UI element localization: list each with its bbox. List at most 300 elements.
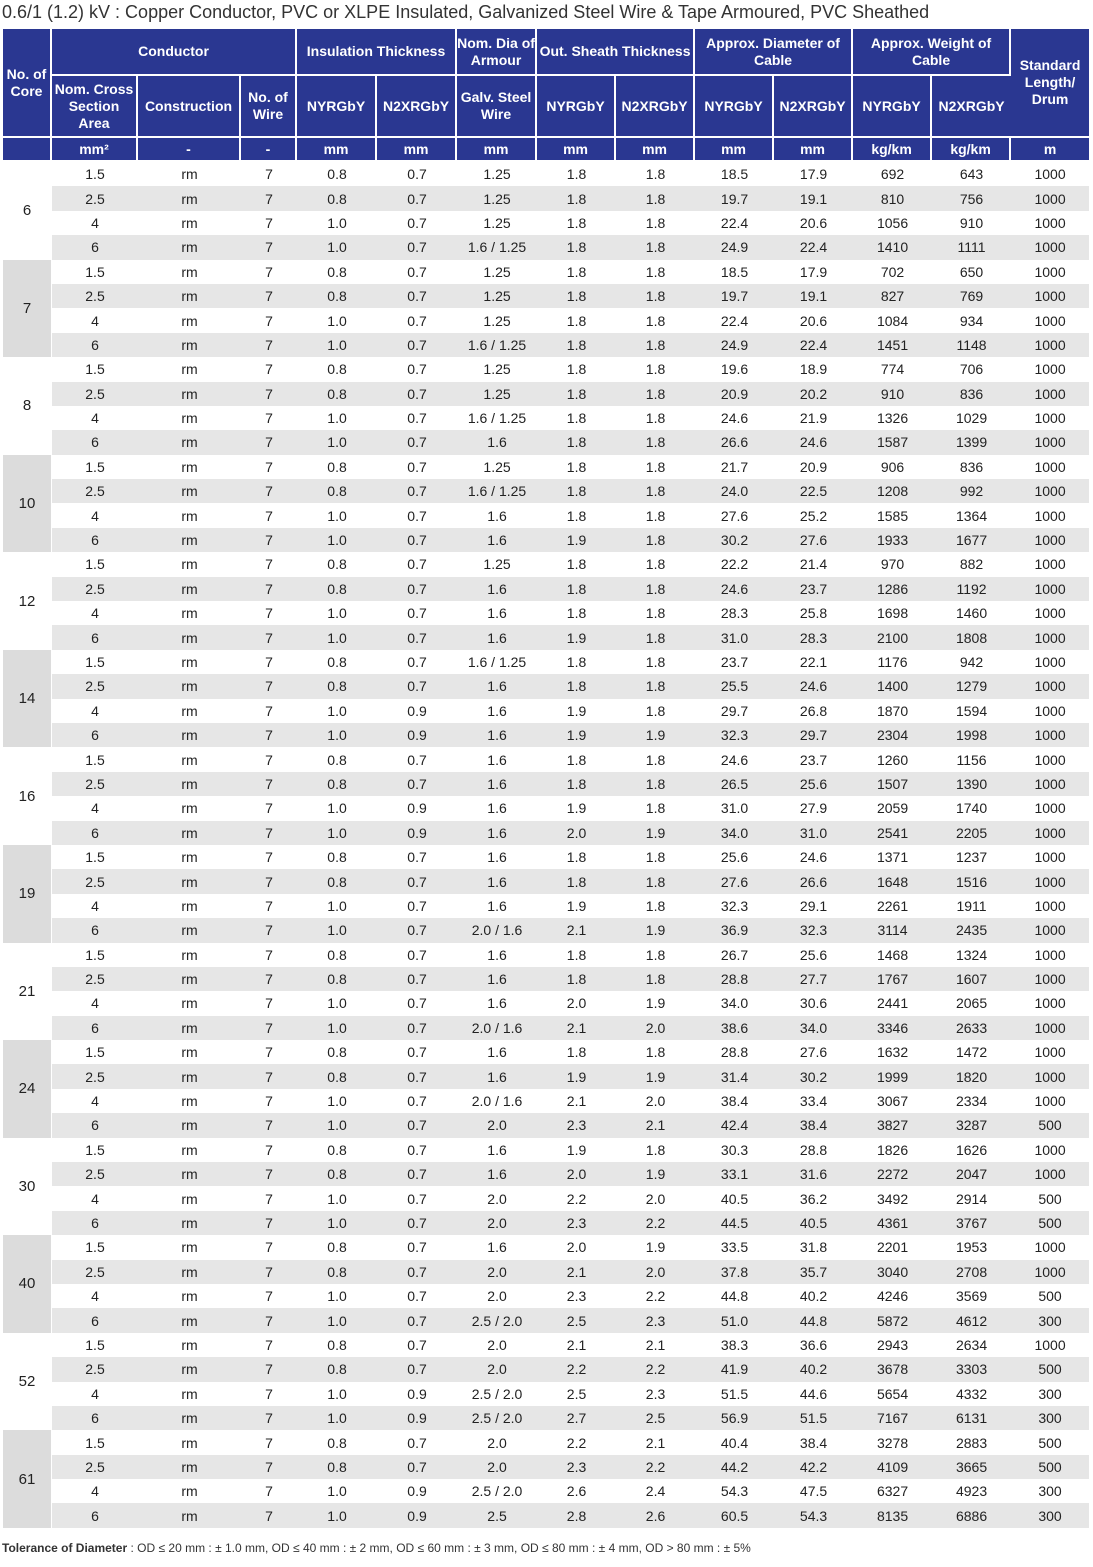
table-cell: 1000: [1034, 654, 1066, 670]
table-cell: 1808: [932, 625, 1011, 649]
table-cell: 500: [1038, 1190, 1062, 1207]
table-cell: 20.9: [695, 382, 774, 406]
table-cell: 32.3: [695, 723, 774, 747]
table-cell: 2.0: [645, 1190, 666, 1207]
table-cell: 2100: [853, 625, 932, 649]
table-cell: 7: [241, 479, 297, 503]
tolerance-text: : OD ≤ 20 mm : ± 1.0 mm, OD ≤ 40 mm : ± 2 mm, OD ≤ 60 mm : ± 3 mm, OD ≤ 80 mm : ± 4 mm, OD > 80 mm : ± 5%: [127, 1541, 751, 1555]
table-cell: 28.8: [695, 967, 774, 991]
table-cell: 0.8: [297, 967, 377, 991]
table-cell: 1698: [876, 605, 909, 622]
table-cell: 1000: [1034, 458, 1066, 475]
table-row: [3, 1040, 1089, 1064]
header-conductor: Conductor: [52, 29, 297, 76]
table-cell: rm: [181, 214, 198, 231]
table-row: [3, 1113, 1089, 1137]
table-cell: 24.6: [720, 410, 749, 427]
table-cell: rm: [138, 186, 241, 210]
table-cell: 0.7: [407, 1239, 427, 1256]
unit-cell: mm: [616, 138, 695, 162]
table-cell: 2.5: [52, 284, 138, 308]
table-cell: 7: [265, 556, 273, 573]
table-cell: 500: [1038, 1288, 1062, 1305]
table-cell: 4: [91, 995, 99, 1012]
table-cell: 300: [1038, 1385, 1062, 1402]
table-cell: 1.9: [566, 897, 587, 914]
table-cell: rm: [181, 849, 198, 866]
table-cell: 2.0: [537, 1162, 616, 1186]
table-cell: 38.6: [695, 1016, 774, 1040]
table-cell: rm: [181, 1044, 198, 1061]
header-nom-cross-section: Nom. Cross Section Area: [52, 76, 138, 138]
table-cell: 22.5: [774, 479, 853, 503]
table-cell: 1000: [1011, 674, 1089, 698]
table-cell: 2261: [876, 897, 909, 914]
table-cell: 44.2: [695, 1455, 774, 1479]
table-cell: 42.4: [695, 1113, 774, 1137]
table-cell: 1.0: [297, 723, 377, 747]
table-cell: 0.7: [407, 1288, 427, 1305]
table-cell: 6: [52, 1308, 138, 1332]
table-cell: 0.7: [377, 1211, 457, 1235]
table-cell: 1.8: [645, 751, 666, 768]
table-row: [3, 747, 1089, 771]
table-cell: 1.8: [616, 869, 695, 893]
table-cell: 25.8: [799, 605, 828, 622]
table-cell: 1.0: [327, 214, 347, 231]
table-cell: 34.0: [774, 1016, 853, 1040]
header-insulation-nyrgby: NYRGbY: [297, 76, 377, 138]
table-cell: 7: [265, 458, 273, 475]
table-cell: 1000: [1011, 772, 1089, 796]
table-cell: rm: [181, 995, 198, 1012]
core-count-cell: 30: [3, 1138, 52, 1236]
table-cell: 26.7: [720, 946, 749, 963]
table-cell: rm: [181, 1093, 198, 1110]
table-cell: 2304: [853, 723, 932, 747]
table-cell: 22.1: [799, 654, 828, 670]
table-cell: 24.9: [695, 333, 774, 357]
table-cell: rm: [181, 1385, 198, 1402]
table-cell: 0.8: [297, 577, 377, 601]
table-cell: 56.9: [695, 1406, 774, 1430]
table-cell: 0.7: [377, 577, 457, 601]
table-cell: 6: [52, 918, 138, 942]
table-cell: 1.0: [327, 1483, 347, 1500]
table-cell: 19.6: [720, 361, 749, 378]
table-cell: rm: [138, 1113, 241, 1137]
table-cell: 0.7: [407, 946, 427, 963]
table-cell: rm: [138, 1455, 241, 1479]
table-cell: 36.6: [799, 1336, 828, 1353]
table-cell: 1.25: [483, 361, 511, 378]
table-cell: rm: [181, 1141, 198, 1158]
table-cell: rm: [138, 1260, 241, 1284]
table-cell: 1.8: [537, 479, 616, 503]
table-cell: 2.0: [457, 1113, 537, 1137]
table-cell: 1.0: [327, 1385, 347, 1402]
table-row: [3, 1455, 1089, 1479]
table-cell: 6: [52, 1406, 138, 1430]
core-count-cell: 61: [3, 1430, 52, 1528]
table-cell: 1.8: [537, 430, 616, 454]
table-cell: 1.0: [297, 821, 377, 845]
table-cell: rm: [138, 625, 241, 649]
table-cell: 0.7: [377, 1064, 457, 1088]
table-cell: 2.5: [52, 1455, 138, 1479]
table-cell: 28.8: [720, 1044, 749, 1061]
table-cell: 6: [52, 1211, 138, 1235]
unit-core: [3, 138, 52, 162]
table-cell: 0.7: [377, 1016, 457, 1040]
table-cell: 0.9: [407, 800, 427, 817]
table-cell: rm: [181, 702, 198, 719]
table-cell: 1000: [1034, 556, 1066, 573]
table-cell: rm: [181, 458, 198, 475]
table-cell: 0.7: [377, 1308, 457, 1332]
table-cell: 692: [880, 166, 905, 183]
table-cell: 7: [265, 897, 273, 914]
table-cell: 44.6: [799, 1385, 828, 1402]
table-cell: 2708: [932, 1260, 1011, 1284]
table-cell: 1468: [876, 946, 909, 963]
table-cell: rm: [181, 751, 198, 768]
unit-cell: m: [1011, 138, 1089, 162]
table-cell: 836: [959, 458, 984, 475]
table-cell: 774: [880, 361, 905, 378]
table-cell: 2.2: [616, 1211, 695, 1235]
table-cell: 17.9: [799, 166, 828, 183]
table-cell: 7: [265, 1483, 273, 1500]
table-cell: 0.7: [407, 995, 427, 1012]
table-cell: 1.0: [297, 1016, 377, 1040]
table-cell: 1.9: [537, 625, 616, 649]
table-cell: 1.25: [483, 458, 511, 475]
table-cell: 910: [959, 214, 984, 231]
table-cell: 1.8: [616, 772, 695, 796]
table-cell: 2.5: [52, 869, 138, 893]
table-cell: 0.7: [407, 166, 427, 183]
table-row: [3, 162, 1089, 186]
table-cell: 7: [241, 1064, 297, 1088]
table-cell: 1192: [932, 577, 1011, 601]
table-cell: 882: [959, 556, 984, 573]
table-cell: 2.2: [566, 1434, 587, 1451]
table-cell: 2065: [955, 995, 988, 1012]
table-cell: 0.8: [297, 479, 377, 503]
table-cell: 2.0: [457, 1455, 537, 1479]
table-cell: 7: [265, 1141, 273, 1158]
table-cell: rm: [181, 1336, 198, 1353]
table-cell: 970: [880, 556, 905, 573]
table-cell: 7: [265, 1239, 273, 1256]
table-cell: 7: [265, 1093, 273, 1110]
table-cell: 7167: [853, 1406, 932, 1430]
table-row: [3, 503, 1089, 527]
table-cell: rm: [181, 410, 198, 427]
table-cell: 0.8: [297, 1260, 377, 1284]
table-cell: 2633: [932, 1016, 1011, 1040]
core-count-cell: 24: [3, 1040, 52, 1138]
table-cell: 0.7: [377, 1455, 457, 1479]
unit-cell: -: [241, 138, 297, 162]
table-cell: 7: [265, 1288, 273, 1305]
table-cell: rm: [138, 1016, 241, 1040]
table-cell: 3303: [932, 1357, 1011, 1381]
table-cell: 1.8: [537, 869, 616, 893]
table-cell: 2.3: [616, 1308, 695, 1332]
table-cell: 27.6: [720, 507, 749, 524]
table-cell: rm: [138, 235, 241, 259]
table-cell: 4: [91, 1288, 99, 1305]
table-row: [3, 674, 1089, 698]
table-cell: 2.5 / 2.0: [457, 1308, 537, 1332]
table-cell: 21.9: [799, 410, 828, 427]
table-cell: 7: [241, 1406, 297, 1430]
table-cell: 1286: [853, 577, 932, 601]
table-cell: 1999: [853, 1064, 932, 1088]
table-cell: 7: [241, 382, 297, 406]
table-cell: 0.8: [297, 284, 377, 308]
header-out-sheath-thickness: Out. Sheath Thickness: [537, 29, 695, 76]
table-cell: 0.7: [407, 1141, 427, 1158]
table-cell: 2.5: [457, 1503, 537, 1527]
table-cell: 0.8: [327, 361, 347, 378]
table-cell: 300: [1011, 1406, 1089, 1430]
table-cell: 22.4: [720, 214, 749, 231]
core-count-cell: 12: [3, 552, 52, 650]
table-cell: 702: [880, 263, 905, 280]
table-cell: 0.7: [377, 382, 457, 406]
table-cell: 1.8: [645, 166, 666, 183]
table-cell: 7: [265, 800, 273, 817]
table-cell: 7: [241, 625, 297, 649]
table-cell: 29.1: [799, 897, 828, 914]
table-cell: 0.8: [297, 869, 377, 893]
table-cell: rm: [181, 897, 198, 914]
table-cell: 23.7: [720, 654, 749, 670]
table-cell: 0.8: [327, 751, 347, 768]
table-cell: 1.8: [566, 312, 587, 329]
table-cell: 30.2: [774, 1064, 853, 1088]
header-nom-dia-armour: Nom. Dia of Armour: [457, 29, 537, 76]
table-cell: 810: [853, 186, 932, 210]
table-cell: 1.6: [457, 772, 537, 796]
table-cell: 1410: [853, 235, 932, 259]
table-row: [3, 284, 1089, 308]
table-cell: 1.25: [483, 214, 511, 231]
table-cell: rm: [181, 1190, 198, 1207]
table-cell: 19.7: [695, 284, 774, 308]
table-cell: 1000: [1034, 849, 1066, 866]
table-cell: 18.5: [720, 263, 749, 280]
table-cell: 38.4: [720, 1093, 749, 1110]
table-cell: 7: [241, 674, 297, 698]
table-cell: 7: [241, 430, 297, 454]
table-cell: 2.2: [616, 1455, 695, 1479]
table-cell: 24.0: [695, 479, 774, 503]
table-cell: 1.6: [487, 1239, 507, 1256]
table-cell: 1.8: [645, 361, 666, 378]
table-cell: 1.8: [645, 410, 666, 427]
table-cell: 38.3: [720, 1336, 749, 1353]
table-cell: 4: [91, 1093, 99, 1110]
table-cell: 1.8: [645, 849, 666, 866]
table-row: [3, 235, 1089, 259]
table-cell: 1.0: [327, 605, 347, 622]
table-cell: 1.8: [645, 458, 666, 475]
table-row: [3, 186, 1089, 210]
table-cell: 27.6: [799, 1044, 828, 1061]
table-cell: 7: [241, 186, 297, 210]
table-cell: 1594: [955, 702, 988, 719]
table-cell: 0.8: [327, 1044, 347, 1061]
table-cell: 0.7: [377, 1113, 457, 1137]
table-cell: 1.5: [85, 946, 105, 963]
table-cell: 1.9: [616, 723, 695, 747]
table-cell: 1933: [853, 528, 932, 552]
table-cell: 1998: [932, 723, 1011, 747]
table-cell: 35.7: [774, 1260, 853, 1284]
table-cell: 1.8: [645, 654, 666, 670]
table-cell: 1.9: [566, 800, 587, 817]
unit-cell: mm: [537, 138, 616, 162]
table-cell: 0.7: [377, 284, 457, 308]
table-cell: 300: [1011, 1308, 1089, 1332]
table-cell: 7: [265, 849, 273, 866]
table-cell: 36.9: [695, 918, 774, 942]
header-approx-weight: Approx. Weight of Cable: [853, 29, 1011, 76]
table-cell: 40.4: [720, 1434, 749, 1451]
table-cell: 17.9: [799, 263, 828, 280]
table-cell: 0.7: [407, 897, 427, 914]
table-cell: 1000: [1011, 1260, 1089, 1284]
header-standard-length: Standard Length/ Drum: [1011, 29, 1089, 138]
table-cell: 44.8: [774, 1308, 853, 1332]
table-cell: 1.5: [85, 751, 105, 768]
table-cell: 1000: [1011, 430, 1089, 454]
table-cell: 0.8: [297, 186, 377, 210]
table-cell: 0.7: [377, 1260, 457, 1284]
table-cell: 1.0: [297, 918, 377, 942]
table-row: [3, 1382, 1089, 1406]
table-cell: 0.8: [297, 1162, 377, 1186]
table-cell: 1.5: [85, 654, 105, 670]
table-cell: rm: [181, 800, 198, 817]
table-row: [3, 1479, 1089, 1503]
table-cell: 1.8: [566, 556, 587, 573]
table-cell: 0.7: [407, 654, 427, 670]
table-cell: rm: [138, 869, 241, 893]
table-cell: 24.9: [695, 235, 774, 259]
table-cell: 2.2: [537, 1357, 616, 1381]
table-cell: rm: [138, 1308, 241, 1332]
table-cell: 1.25: [483, 556, 511, 573]
table-cell: 0.7: [377, 967, 457, 991]
table-cell: 31.0: [774, 821, 853, 845]
table-cell: 0.7: [377, 674, 457, 698]
table-cell: 6327: [876, 1483, 909, 1500]
table-cell: 51.0: [695, 1308, 774, 1332]
table-cell: 22.4: [774, 333, 853, 357]
table-cell: 1.0: [327, 312, 347, 329]
table-cell: 2.1: [566, 1336, 587, 1353]
table-cell: 2.6: [616, 1503, 695, 1527]
table-cell: 1.9: [616, 821, 695, 845]
table-cell: 2201: [876, 1239, 909, 1256]
table-cell: 7: [265, 1044, 273, 1061]
table-cell: 0.7: [377, 186, 457, 210]
table-cell: 2.5: [52, 674, 138, 698]
table-cell: 4: [91, 1483, 99, 1500]
table-cell: 27.7: [774, 967, 853, 991]
table-row: [3, 943, 1089, 967]
table-cell: 1.5: [85, 849, 105, 866]
table-cell: 44.5: [695, 1211, 774, 1235]
table-cell: 2.7: [537, 1406, 616, 1430]
table-cell: 1.25: [457, 284, 537, 308]
table-cell: rm: [138, 528, 241, 552]
table-cell: 6: [52, 723, 138, 747]
table-cell: 2943: [876, 1336, 909, 1353]
table-cell: rm: [138, 1064, 241, 1088]
table-cell: 25.2: [799, 507, 828, 524]
unit-cell: -: [138, 138, 241, 162]
table-cell: 1000: [1011, 821, 1089, 845]
table-cell: 1.0: [297, 1406, 377, 1430]
table-cell: rm: [138, 479, 241, 503]
table-cell: 0.8: [327, 654, 347, 670]
table-cell: 1.6: [487, 605, 507, 622]
table-cell: 1.25: [483, 312, 511, 329]
table-cell: 1.6: [487, 751, 507, 768]
table-cell: 1.6 / 1.25: [457, 479, 537, 503]
table-cell: 1208: [853, 479, 932, 503]
table-row: [3, 1284, 1089, 1308]
table-cell: 22.4: [720, 312, 749, 329]
table-cell: 0.9: [377, 821, 457, 845]
table-cell: 2.5: [52, 1064, 138, 1088]
table-cell: 4246: [876, 1288, 909, 1305]
table-row: [3, 796, 1089, 820]
table-cell: 1585: [876, 507, 909, 524]
table-cell: 4: [91, 1190, 99, 1207]
table-row: [3, 1016, 1089, 1040]
table-cell: 1626: [955, 1141, 988, 1158]
table-cell: 2334: [955, 1093, 988, 1110]
table-cell: 20.9: [799, 458, 828, 475]
table-cell: 1.8: [616, 528, 695, 552]
table-row: [3, 1308, 1089, 1332]
table-cell: 7: [241, 577, 297, 601]
core-count-cell: 52: [3, 1333, 52, 1431]
table-cell: 1176: [877, 654, 908, 670]
table-cell: 1.8: [645, 214, 666, 231]
table-cell: 0.7: [377, 479, 457, 503]
table-cell: 31.6: [774, 1162, 853, 1186]
table-cell: 1.8: [616, 625, 695, 649]
table-cell: 1000: [1011, 869, 1089, 893]
table-cell: 1.6 / 1.25: [467, 654, 527, 670]
table-cell: 3346: [853, 1016, 932, 1040]
table-cell: rm: [138, 1357, 241, 1381]
table-cell: 2.3: [537, 1211, 616, 1235]
table-cell: 1.8: [537, 333, 616, 357]
table-cell: 643: [959, 166, 984, 183]
table-cell: rm: [181, 556, 198, 573]
table-cell: 2.0: [487, 1336, 507, 1353]
table-cell: 2.4: [645, 1483, 666, 1500]
